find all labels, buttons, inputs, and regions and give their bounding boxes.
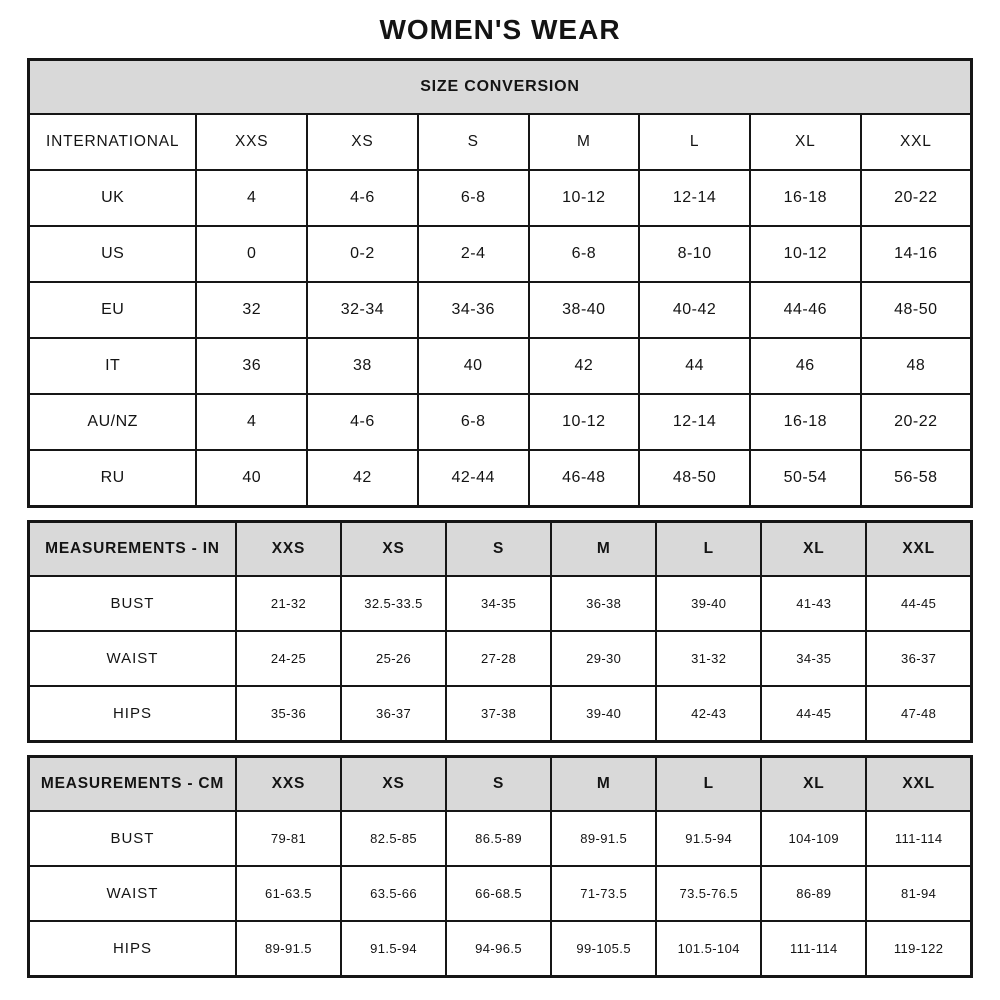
table-row (29, 631, 972, 686)
size-cell: 42 (307, 450, 418, 507)
size-cell: 16-18 (750, 394, 861, 450)
column-header: XXL (866, 522, 971, 577)
column-header: M (529, 114, 640, 170)
measure-cell: 29-30 (551, 631, 656, 686)
column-header: XS (341, 522, 446, 577)
table-row (29, 866, 972, 921)
section-header: MEASUREMENTS - CM (29, 757, 236, 812)
size-cell: 32-34 (307, 282, 418, 338)
size-cell: 20-22 (861, 394, 972, 450)
measure-cell: 36-37 (866, 631, 971, 686)
table-row (29, 394, 972, 450)
size-cell: 0-2 (307, 226, 418, 282)
size-cell: 4 (196, 394, 307, 450)
size-cell: 56-58 (861, 450, 972, 507)
measure-cell: 39-40 (656, 576, 761, 631)
column-header: S (446, 522, 551, 577)
size-cell: 0 (196, 226, 307, 282)
size-cell: 48 (861, 338, 972, 394)
size-cell: 40 (196, 450, 307, 507)
table-row (29, 170, 972, 226)
measure-cell: 39-40 (551, 686, 656, 742)
measure-cell: 25-26 (341, 631, 446, 686)
column-header: XS (307, 114, 418, 170)
size-cell: 12-14 (639, 170, 750, 226)
row-label: HIPS (29, 686, 236, 742)
measure-cell: 111-114 (761, 921, 866, 977)
column-header: XXS (196, 114, 307, 170)
measure-cell: 37-38 (446, 686, 551, 742)
measure-cell: 99-105.5 (551, 921, 656, 977)
measure-cell: 32.5-33.5 (341, 576, 446, 631)
size-cell: 46 (750, 338, 861, 394)
row-label: HIPS (29, 921, 236, 977)
table-row (29, 921, 972, 977)
row-label: WAIST (29, 631, 236, 686)
table-row (29, 226, 972, 282)
measure-cell: 35-36 (236, 686, 341, 742)
size-chart-page (27, 0, 973, 978)
measure-cell: 66-68.5 (446, 866, 551, 921)
column-header: XS (341, 757, 446, 812)
row-label: WAIST (29, 866, 236, 921)
row-label: BUST (29, 576, 236, 631)
size-cell: 32 (196, 282, 307, 338)
column-header: XXS (236, 522, 341, 577)
column-header: INTERNATIONAL (29, 114, 197, 170)
table-row (29, 576, 972, 631)
column-header: L (656, 757, 761, 812)
measure-cell: 44-45 (761, 686, 866, 742)
measure-cell: 79-81 (236, 811, 341, 866)
column-header: XXL (866, 757, 971, 812)
column-header: XXS (236, 757, 341, 812)
column-header: L (639, 114, 750, 170)
size-cell: 40-42 (639, 282, 750, 338)
size-cell: 4 (196, 170, 307, 226)
measure-cell: 27-28 (446, 631, 551, 686)
size-cell: 4-6 (307, 394, 418, 450)
table-row (29, 60, 972, 115)
size-cell: 10-12 (750, 226, 861, 282)
column-header: S (446, 757, 551, 812)
measure-cell: 101.5-104 (656, 921, 761, 977)
column-header: XL (750, 114, 861, 170)
size-cell: 48-50 (639, 450, 750, 507)
size-cell: 44-46 (750, 282, 861, 338)
section-header: MEASUREMENTS - IN (29, 522, 236, 577)
size-cell: 44 (639, 338, 750, 394)
size-cell: 10-12 (529, 394, 640, 450)
size-cell: 46-48 (529, 450, 640, 507)
measure-cell: 34-35 (446, 576, 551, 631)
column-header: XL (761, 757, 866, 812)
size-conversion-table (27, 58, 973, 508)
size-cell: 40 (418, 338, 529, 394)
size-cell: 8-10 (639, 226, 750, 282)
size-cell: 2-4 (418, 226, 529, 282)
measure-cell: 71-73.5 (551, 866, 656, 921)
size-cell: 34-36 (418, 282, 529, 338)
measure-cell: 89-91.5 (236, 921, 341, 977)
size-cell: 16-18 (750, 170, 861, 226)
row-label: BUST (29, 811, 236, 866)
measure-cell: 36-37 (341, 686, 446, 742)
column-header: XXL (861, 114, 972, 170)
table-row (29, 811, 972, 866)
measure-cell: 119-122 (866, 921, 971, 977)
row-label: IT (29, 338, 197, 394)
measure-cell: 42-43 (656, 686, 761, 742)
size-cell: 6-8 (418, 394, 529, 450)
table-row (29, 282, 972, 338)
column-header: XL (761, 522, 866, 577)
measure-cell: 111-114 (866, 811, 971, 866)
measure-cell: 41-43 (761, 576, 866, 631)
size-cell: 14-16 (861, 226, 972, 282)
measure-cell: 31-32 (656, 631, 761, 686)
measure-cell: 73.5-76.5 (656, 866, 761, 921)
row-label: RU (29, 450, 197, 507)
size-cell: 36 (196, 338, 307, 394)
measurements-in-table (27, 520, 973, 743)
measure-cell: 44-45 (866, 576, 971, 631)
row-label: US (29, 226, 197, 282)
size-cell: 48-50 (861, 282, 972, 338)
size-cell: 6-8 (529, 226, 640, 282)
row-label: UK (29, 170, 197, 226)
page-title: WOMEN'S WEAR (379, 14, 621, 45)
table-row (29, 450, 972, 507)
size-cell: 10-12 (529, 170, 640, 226)
table-row (29, 338, 972, 394)
measure-cell: 21-32 (236, 576, 341, 631)
measure-cell: 94-96.5 (446, 921, 551, 977)
measure-cell: 89-91.5 (551, 811, 656, 866)
measure-cell: 91.5-94 (341, 921, 446, 977)
size-cell: 20-22 (861, 170, 972, 226)
table-row (29, 522, 972, 577)
table-row (29, 114, 972, 170)
column-header: L (656, 522, 761, 577)
measure-cell: 36-38 (551, 576, 656, 631)
size-cell: 42-44 (418, 450, 529, 507)
measure-cell: 81-94 (866, 866, 971, 921)
section-header: SIZE CONVERSION (29, 60, 972, 115)
measure-cell: 61-63.5 (236, 866, 341, 921)
size-cell: 4-6 (307, 170, 418, 226)
size-cell: 6-8 (418, 170, 529, 226)
table-row (29, 686, 972, 742)
measure-cell: 47-48 (866, 686, 971, 742)
size-cell: 42 (529, 338, 640, 394)
table-row (29, 757, 972, 812)
column-header: S (418, 114, 529, 170)
measurements-cm-table (27, 755, 973, 978)
column-header: M (551, 522, 656, 577)
column-header: M (551, 757, 656, 812)
measure-cell: 63.5-66 (341, 866, 446, 921)
size-cell: 38-40 (529, 282, 640, 338)
measure-cell: 24-25 (236, 631, 341, 686)
measure-cell: 91.5-94 (656, 811, 761, 866)
size-cell: 12-14 (639, 394, 750, 450)
size-cell: 50-54 (750, 450, 861, 507)
measure-cell: 86-89 (761, 866, 866, 921)
measure-cell: 104-109 (761, 811, 866, 866)
measure-cell: 34-35 (761, 631, 866, 686)
row-label: AU/NZ (29, 394, 197, 450)
size-cell: 38 (307, 338, 418, 394)
row-label: EU (29, 282, 197, 338)
measure-cell: 82.5-85 (341, 811, 446, 866)
measure-cell: 86.5-89 (446, 811, 551, 866)
